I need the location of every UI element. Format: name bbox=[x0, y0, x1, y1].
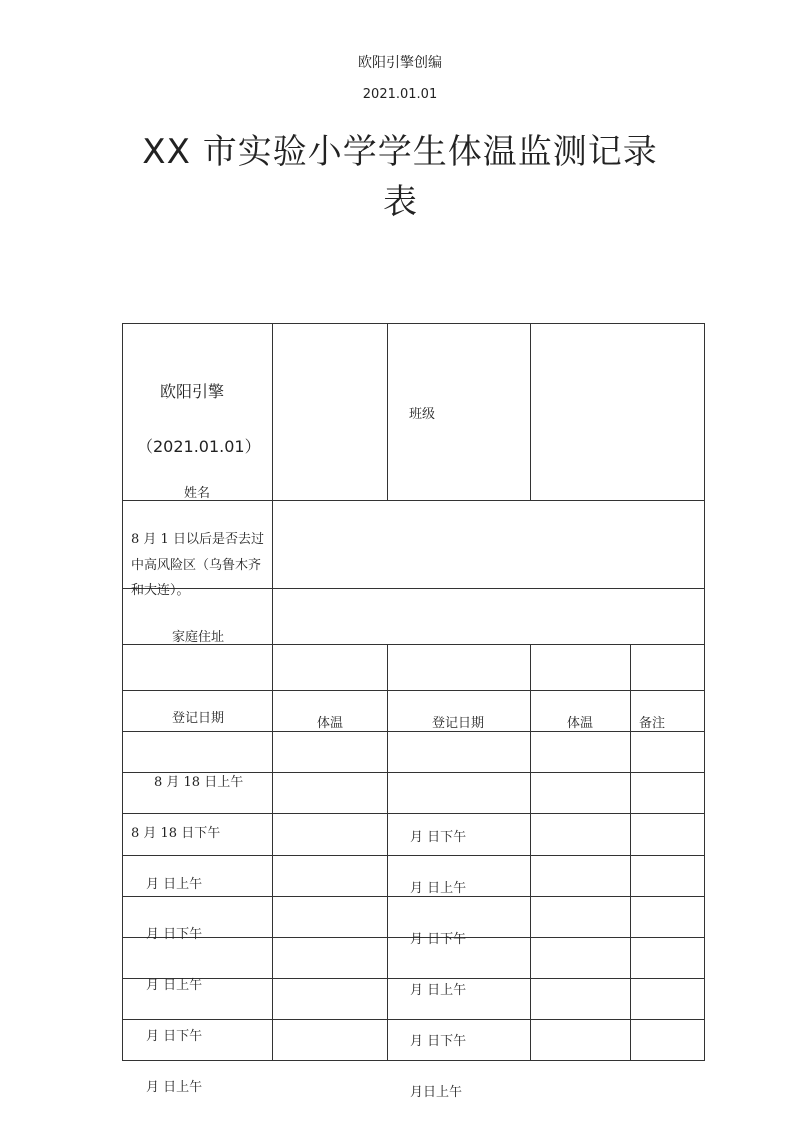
right-date-entry: 月 日上午 bbox=[410, 881, 467, 896]
row-divider bbox=[122, 896, 705, 897]
column-header-temperature: 体温 bbox=[567, 716, 594, 731]
column-header-date: 登记日期 bbox=[432, 716, 485, 731]
left-date-entry: 8 月 18 日上午 bbox=[154, 775, 244, 790]
col-divider bbox=[530, 323, 531, 500]
right-date-entry: 月 日上午 bbox=[410, 983, 467, 998]
class-label: 班级 bbox=[409, 407, 436, 422]
risk-question-line: 8 月 1 日以后是否去过 bbox=[131, 532, 264, 547]
col-divider bbox=[272, 500, 273, 644]
left-date-entry: 月 日上午 bbox=[146, 877, 203, 892]
table-border-bottom bbox=[122, 1060, 705, 1061]
left-date-entry: 月 日下午 bbox=[146, 927, 203, 942]
col-divider bbox=[272, 323, 273, 500]
col-divider bbox=[387, 323, 388, 500]
col-divider bbox=[272, 644, 273, 1060]
column-header-notes: 备注 bbox=[639, 716, 666, 731]
left-date-entry: 月 日下午 bbox=[146, 1029, 203, 1044]
right-date-entry: 月 日下午 bbox=[410, 830, 467, 845]
date-line: 2021.01.01 bbox=[362, 87, 438, 102]
address-label: 家庭住址 bbox=[172, 630, 225, 645]
right-date-entry: 月 日下午 bbox=[410, 932, 467, 947]
col-divider bbox=[530, 644, 531, 1060]
table-border-top bbox=[122, 323, 705, 324]
row-divider bbox=[122, 690, 705, 691]
col-divider bbox=[387, 644, 388, 1060]
column-header-date: 登记日期 bbox=[172, 711, 225, 726]
column-header-temperature: 体温 bbox=[317, 716, 344, 731]
page-title-continued: 表 bbox=[383, 182, 417, 222]
row-divider bbox=[122, 855, 705, 856]
left-date-entry: 8 月 18 日下午 bbox=[131, 826, 221, 841]
left-date-entry: 月 日上午 bbox=[146, 1080, 203, 1095]
name-cell-author: 欧阳引擎 bbox=[160, 382, 225, 401]
right-date-entry: 月 日下午 bbox=[410, 1034, 467, 1049]
row-divider bbox=[122, 1019, 705, 1020]
name-cell-date: （2021.01.01） bbox=[137, 437, 261, 456]
risk-question-line: 和大连）。 bbox=[131, 583, 190, 598]
name-label: 姓名 bbox=[184, 486, 211, 501]
row-divider bbox=[122, 813, 705, 814]
table-border-left bbox=[122, 323, 123, 1061]
risk-question-line: 中高风险区（乌鲁木齐 bbox=[131, 558, 262, 573]
page-title: XX 市实验小学学生体温监测记录 bbox=[142, 132, 658, 172]
author-line: 欧阳引擎创编 bbox=[358, 55, 442, 71]
left-date-entry: 月 日上午 bbox=[146, 978, 203, 993]
row-divider bbox=[122, 588, 705, 589]
row-divider bbox=[122, 731, 705, 732]
right-date-entry: 月日上午 bbox=[410, 1085, 463, 1100]
table-border-right bbox=[704, 323, 705, 1061]
col-divider bbox=[630, 644, 631, 1060]
